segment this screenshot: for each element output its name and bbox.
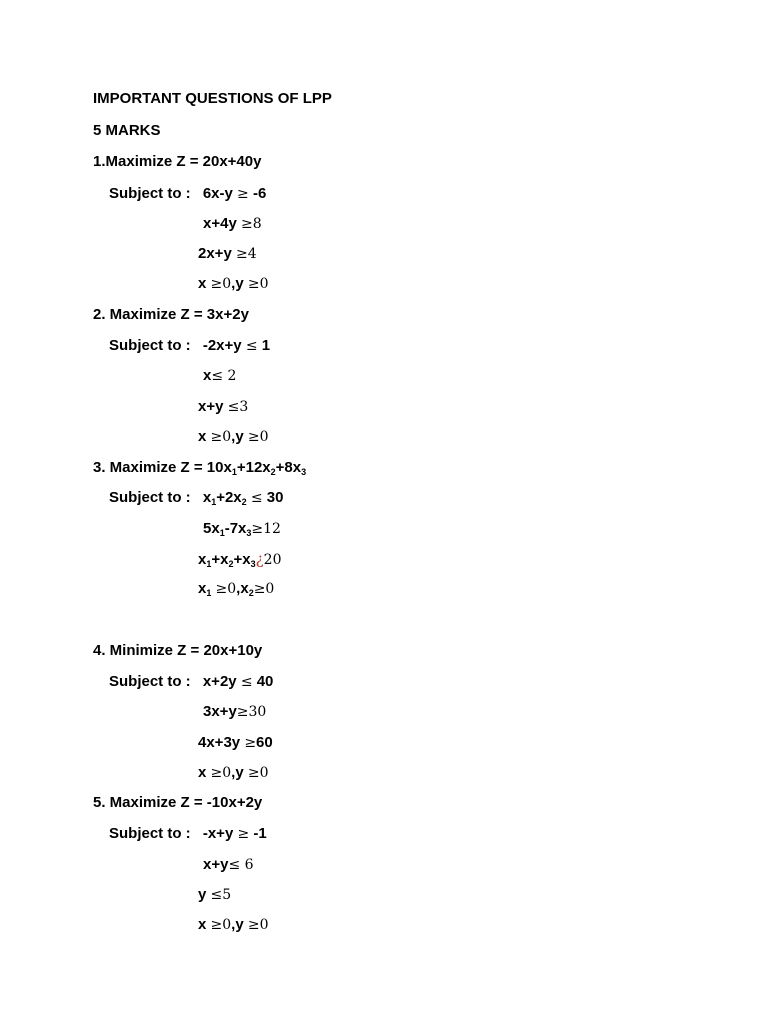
- q4-constraint-1: [109, 672, 273, 692]
- q3-c2-b: -7x: [224, 520, 247, 537]
- q3-c2-a: 5x: [203, 520, 220, 537]
- q2-c1-lhs: -2x+y: [202, 337, 242, 354]
- q4-constraint-2: [203, 702, 266, 722]
- q1-objective: 1.Maximize Z = 20x+40y: [93, 153, 262, 170]
- q1-subject-label: Subject to :: [109, 185, 191, 202]
- q5-c4-x: x: [198, 916, 207, 933]
- q3-subject-label: Subject to :: [109, 489, 191, 506]
- q2-c3-rest: ≤3: [227, 399, 249, 415]
- q4-c4-b: ≥0: [247, 765, 269, 781]
- q2-c1-op: ≤: [245, 338, 258, 354]
- q1-c4-a: ≥0: [210, 276, 232, 292]
- q2-c4-x: x: [198, 428, 207, 445]
- q1-c1-rhs: -6: [252, 185, 267, 202]
- q5-constraint-1: [109, 824, 267, 844]
- q1-c1-lhs: 6x-y: [202, 185, 233, 202]
- q1-c3-lhs: 2x+y: [198, 245, 232, 262]
- q5-c4-b: ≥0: [247, 917, 269, 933]
- q1-c4-b: ≥0: [247, 276, 269, 292]
- q3-obj-sub3: 3: [301, 467, 307, 477]
- q2-c4-b: ≥0: [247, 429, 269, 445]
- q1-c3-rest: ≥4: [235, 246, 257, 262]
- q3-c3-missing-glyph: ¿: [255, 550, 264, 568]
- q3-obj-term3: +8x: [275, 459, 302, 476]
- q4-constraint-4: [198, 763, 268, 783]
- q4-c2-lhs: 3x+y: [203, 703, 237, 720]
- q4-c1-rhs: 40: [256, 673, 274, 690]
- q2-c3-lhs: x+y: [198, 398, 224, 415]
- q3-obj-term2: +12x: [236, 459, 271, 476]
- q2-constraint-3: [198, 397, 248, 417]
- q4-c4-y: ,y: [231, 764, 244, 781]
- q2-c4-a: ≥0: [210, 429, 232, 445]
- q3-c3-b: +x: [211, 551, 229, 568]
- q3-c3-rhs: 20: [263, 552, 282, 568]
- q3-c4-b: ,x: [236, 580, 249, 597]
- q2-c1-rhs: 1: [261, 337, 271, 354]
- q4-c2-rest: ≥30: [236, 704, 267, 720]
- q3-c2-sub3: 3: [246, 528, 252, 538]
- q3-constraint-1: [109, 488, 283, 512]
- q4-c3-rhs: 60: [256, 734, 273, 751]
- q5-c3-rest: ≤5: [210, 887, 232, 903]
- q3-constraint-4: [198, 579, 274, 603]
- q3-constraint-3: [198, 549, 281, 574]
- q4-c1-lhs: x+2y: [202, 673, 237, 690]
- q5-c2-lhs: x+y: [203, 856, 229, 873]
- q5-constraint-3: [198, 885, 231, 905]
- document-title: IMPORTANT QUESTIONS OF LPP: [93, 90, 332, 107]
- q5-c4-a: ≥0: [210, 917, 232, 933]
- q4-objective: 4. Minimize Z = 20x+10y: [93, 642, 263, 659]
- q3-c4-r2: ≥0: [253, 581, 275, 597]
- q3-c1-sub2: 2: [241, 497, 247, 507]
- q3-c1-sub1: 1: [211, 497, 217, 507]
- q2-c2-rest: ≤ 2: [211, 368, 237, 384]
- q4-c3-lhs: 4x+3y: [198, 734, 241, 751]
- q4-c4-a: ≥0: [210, 765, 232, 781]
- q5-c1-lhs: -x+y: [202, 825, 234, 842]
- q3-c3-sub2: 2: [228, 559, 234, 569]
- q5-c1-rhs: -1: [253, 825, 267, 842]
- q3-c1-mid: +2x: [216, 489, 242, 506]
- q2-objective: 2. Maximize Z = 3x+2y: [93, 306, 249, 323]
- q3-constraint-2: [203, 519, 281, 543]
- q3-c4-sub1: 1: [206, 588, 212, 598]
- q1-c2-lhs: x+4y: [203, 215, 237, 232]
- q3-c4-sub2: 2: [248, 588, 254, 598]
- q1-c1-op: ≥: [237, 186, 249, 202]
- q4-c3-op: ≥: [244, 735, 257, 751]
- q3-c4-a: x: [198, 580, 207, 597]
- q2-constraint-4: [198, 427, 268, 447]
- q3-c4-r1: ≥0: [215, 581, 237, 597]
- q3-obj-sub1: 1: [231, 467, 237, 477]
- q3-c1-x: x: [202, 489, 212, 506]
- q5-subject-label: Subject to :: [109, 825, 191, 842]
- q3-objective-prefix: 3. Maximize Z = 10x: [93, 459, 232, 476]
- q4-c4-x: x: [198, 764, 207, 781]
- q5-constraint-2: [203, 855, 254, 875]
- q1-c4-y: ,y: [231, 275, 244, 292]
- q3-c3-sub1: 1: [206, 559, 212, 569]
- q2-constraint-1: [109, 336, 270, 356]
- q3-c2-rest: ≥12: [251, 521, 281, 537]
- q5-c3-lhs: y: [198, 886, 207, 903]
- q3-c1-rhs: 30: [266, 489, 284, 506]
- q1-constraint-2: [203, 214, 262, 234]
- q5-c2-rest: ≤ 6: [228, 857, 254, 873]
- q3-c2-sub1: 1: [219, 528, 225, 538]
- q1-c2-rest: ≥8: [240, 216, 262, 232]
- section-heading: 5 MARKS: [93, 122, 161, 139]
- q2-c4-y: ,y: [231, 428, 244, 445]
- q5-objective: 5. Maximize Z = -10x+2y: [93, 794, 263, 811]
- q3-c3-a: x: [198, 551, 207, 568]
- q1-constraint-3: [198, 244, 257, 264]
- q3-obj-sub2: 2: [270, 467, 276, 477]
- q5-c1-op: ≥: [237, 826, 250, 842]
- q3-c1-op: ≤: [250, 490, 263, 506]
- q4-c1-op: ≤: [240, 674, 253, 690]
- q3-objective: [93, 458, 306, 482]
- q1-c4-x: x: [198, 275, 207, 292]
- q3-c3-sub3: 3: [250, 559, 256, 569]
- q1-constraint-1: [109, 184, 266, 204]
- q1-constraint-4: [198, 274, 268, 294]
- q5-c4-y: ,y: [231, 916, 244, 933]
- q3-c3-c: +x: [233, 551, 251, 568]
- q5-constraint-4: [198, 915, 268, 935]
- q4-subject-label: Subject to :: [109, 673, 191, 690]
- q2-c2-lhs: x: [203, 367, 212, 384]
- q2-subject-label: Subject to :: [109, 337, 191, 354]
- q4-constraint-3: [198, 733, 273, 753]
- q2-constraint-2: [203, 366, 236, 386]
